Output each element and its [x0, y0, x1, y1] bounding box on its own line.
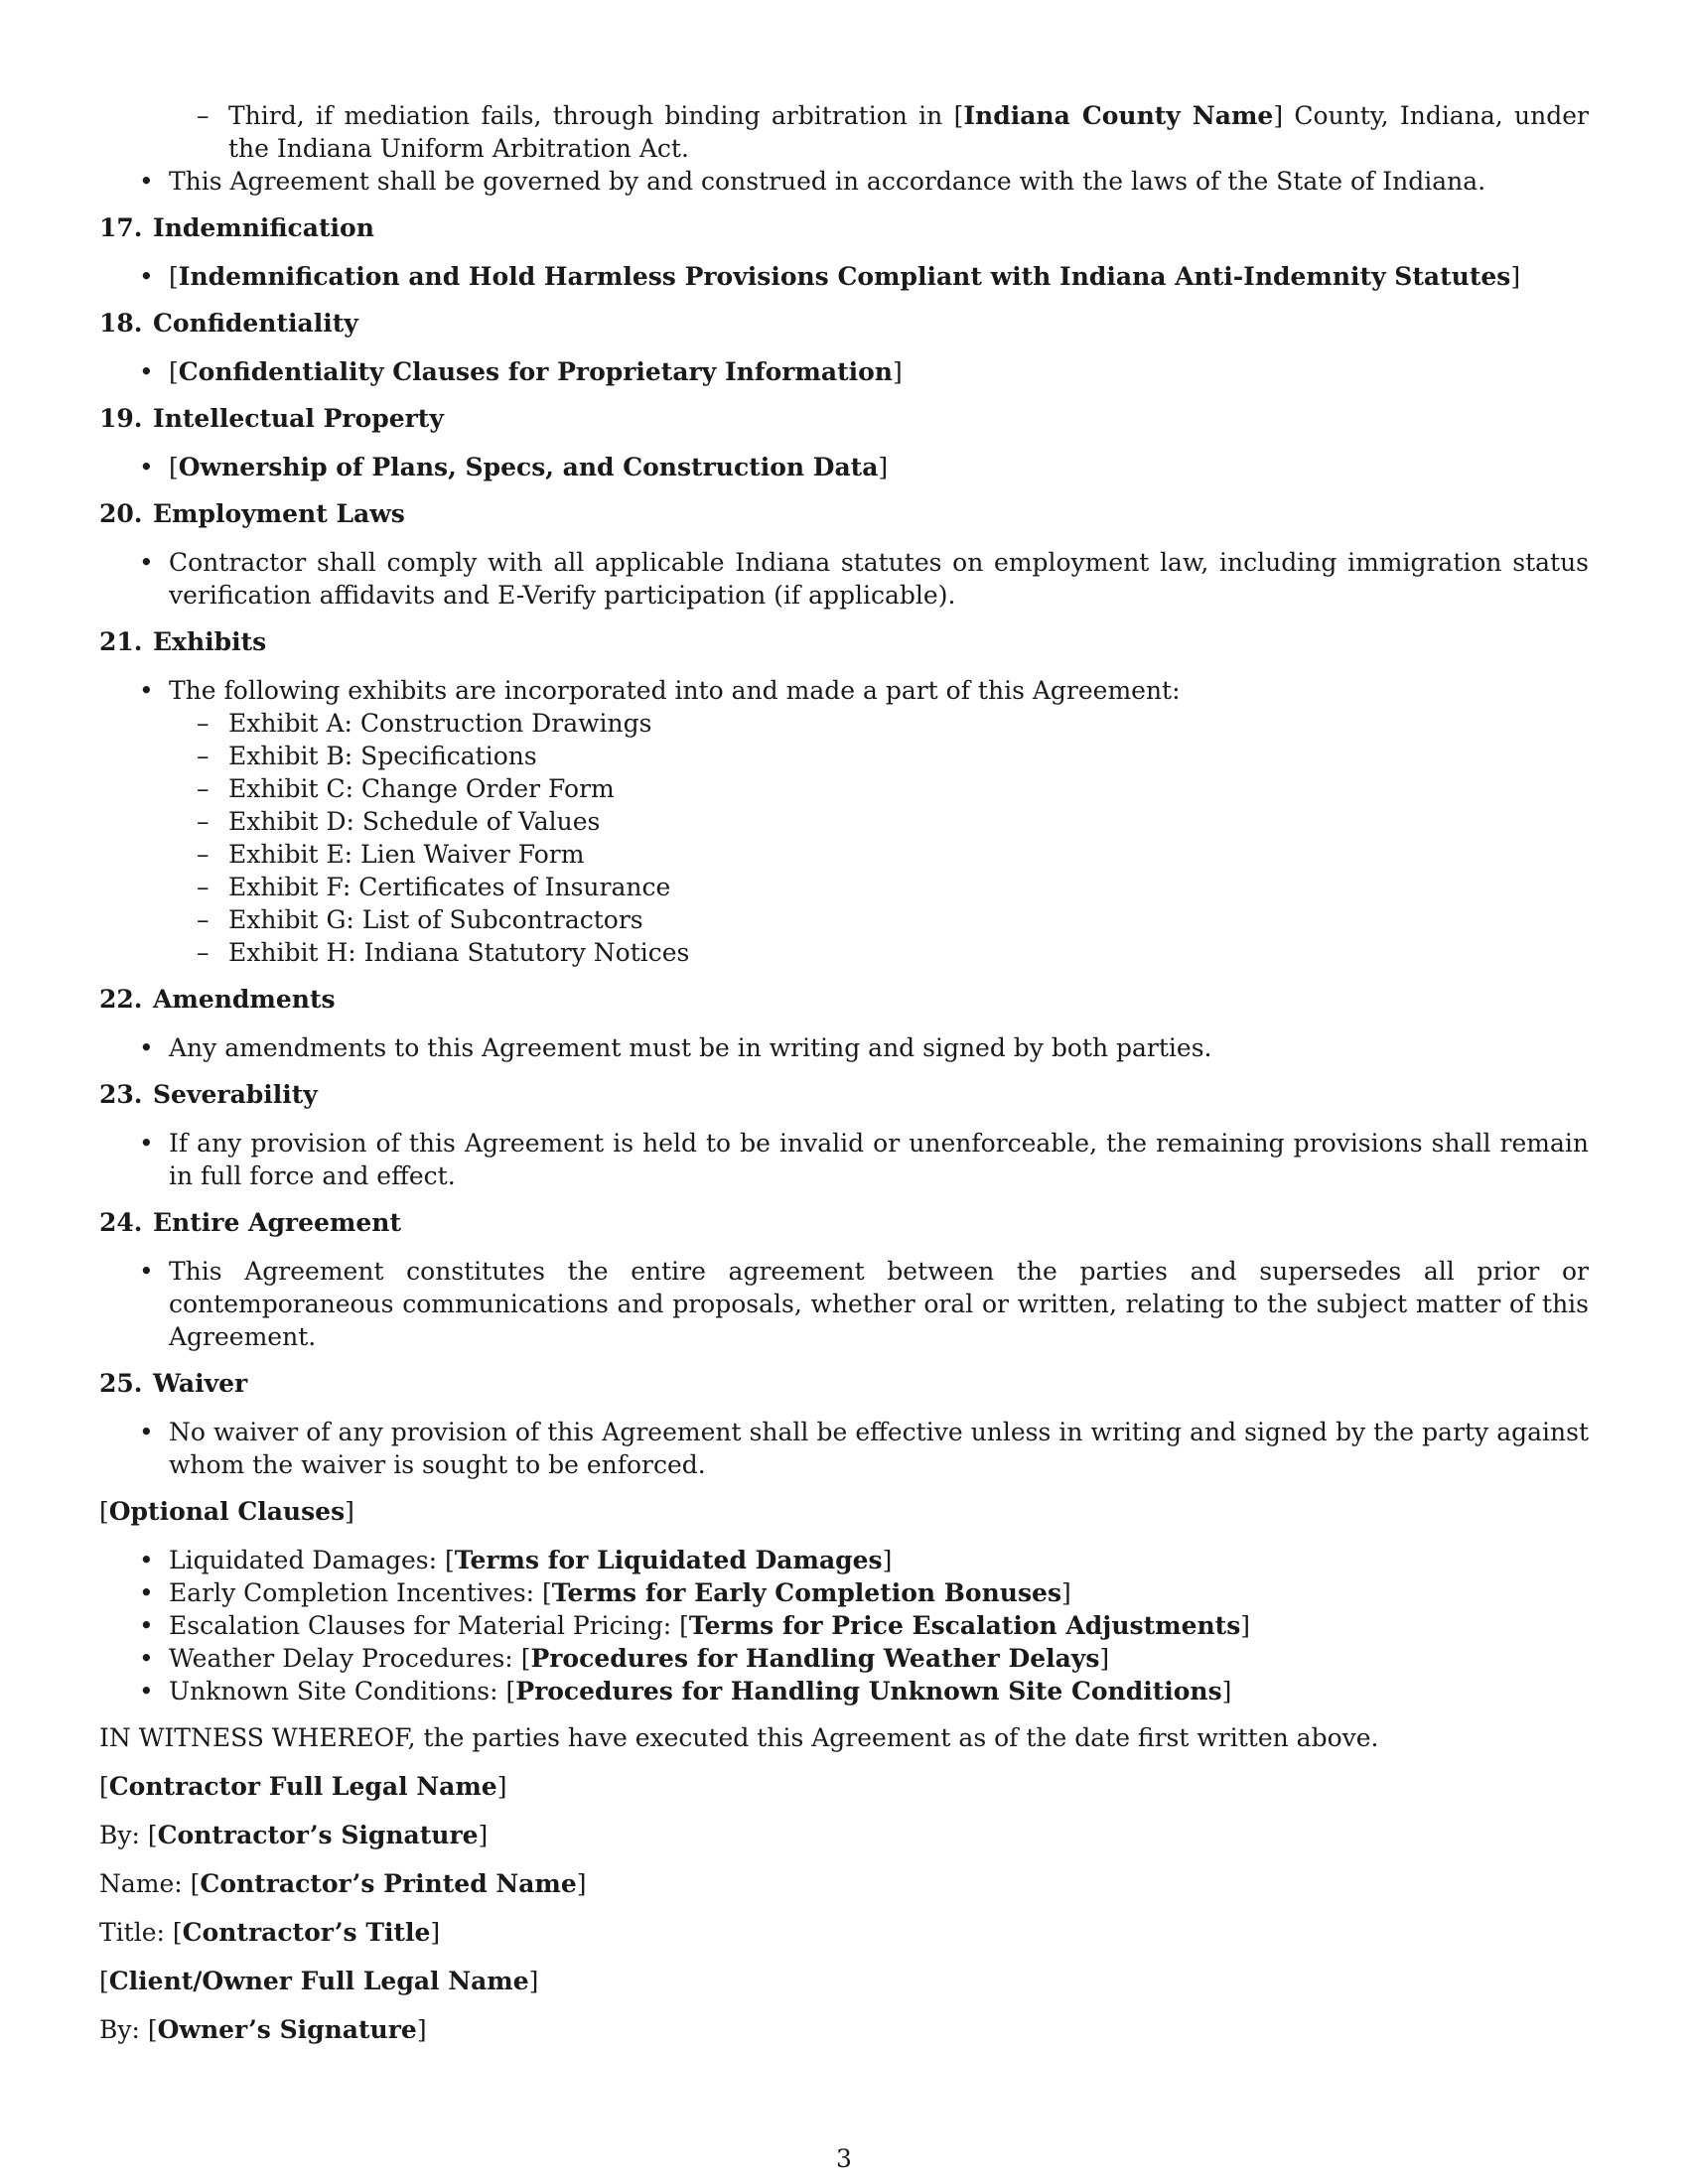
exhibit-item: – Exhibit G: List of Subcontractors — [197, 905, 643, 934]
section-heading-20: 20. Employment Laws — [99, 499, 405, 528]
list-item: • [Confidentiality Clauses for Proprietary Information] — [139, 357, 903, 386]
section-heading-21: 21. Exhibits — [99, 627, 267, 656]
section-heading-19: 19. Intellectual Property — [99, 404, 444, 433]
list-item: • No waiver of any provision of this Agreement shall be effective unless in writing and signed by the party against whom the waiver is sought to be enforced. — [139, 1418, 1589, 1479]
exhibit-item: – Exhibit B: Specifications — [197, 742, 537, 770]
list-item: • Early Completion Incentives: [Terms for Early Completion Bonuses] — [139, 1578, 1071, 1607]
exhibit-item: – Exhibit F: Certificates of Insurance — [197, 873, 671, 901]
governing-law-bullet: • This Agreement shall be governed by and construed in accordance with the laws of the State of Indiana. — [139, 167, 1486, 196]
exhibit-item: – Exhibit A: Construction Drawings — [197, 709, 652, 738]
contractor-name-line: [Contractor Full Legal Name] — [99, 1772, 507, 1801]
section-heading-18: 18. Confidentiality — [99, 309, 358, 338]
list-item: • The following exhibits are incorporated into and made a part of this Agreement: — [139, 676, 1181, 705]
list-item: • Unknown Site Conditions: [Procedures for Handling Unknown Site Conditions] — [139, 1677, 1232, 1706]
contractor-printed-name-line: Name: [Contractor’s Printed Name] — [99, 1869, 587, 1898]
list-item: • Liquidated Damages: [Terms for Liquidated Damages] — [139, 1546, 893, 1574]
section-heading-22: 22. Amendments — [99, 985, 336, 1014]
list-item: • Weather Delay Procedures: [Procedures for Handling Weather Delays] — [139, 1644, 1110, 1673]
contractor-signature-line: By: [Contractor’s Signature] — [99, 1821, 489, 1849]
section-heading-24: 24. Entire Agreement — [99, 1208, 401, 1237]
list-item: • Any amendments to this Agreement must be in writing and signed by both parties. — [139, 1033, 1212, 1062]
section-heading-17: 17. Indemnification — [99, 213, 374, 242]
section-heading-25: 25. Waiver — [99, 1369, 248, 1398]
list-item: • [Indemnification and Hold Harmless Provisions Compliant with Indiana Anti-Indemnity Statutes] — [139, 262, 1521, 291]
list-item: • If any provision of this Agreement is held to be invalid or unenforceable, the remaining provisions shall remain in full force and effect. — [139, 1129, 1589, 1190]
optional-clauses-list — [99, 1544, 1589, 1707]
owner-name-line: [Client/Owner Full Legal Name] — [99, 1967, 539, 1995]
exhibit-item: – Exhibit C: Change Order Form — [197, 774, 615, 803]
list-item: • Contractor shall comply with all applicable Indiana statutes on employment law, including immigration status verification affidavits and E-Verify participation (if applicable). — [139, 548, 1589, 610]
exhibit-item: – Exhibit D: Schedule of Values — [197, 807, 601, 836]
witness-statement: IN WITNESS WHEREOF, the parties have executed this Agreement as of the date first written above. — [99, 1723, 1379, 1752]
exhibit-item: – Exhibit H: Indiana Statutory Notices — [197, 938, 690, 967]
list-item: • This Agreement constitutes the entire agreement between the parties and supersedes all prior or contemporaneous communications and proposals, whether oral or written, relating to the subject matter of this Agreement. — [139, 1257, 1589, 1351]
page-number: 3 — [836, 2144, 852, 2173]
document-page — [99, 99, 1589, 2046]
exhibit-item: – Exhibit E: Lien Waiver Form — [197, 840, 585, 869]
list-item: • [Ownership of Plans, Specs, and Construction Data] — [139, 453, 889, 481]
bullet-marker: • — [139, 167, 154, 196]
exhibits-list — [99, 674, 1589, 969]
section-heading-23: 23. Severability — [99, 1080, 318, 1109]
dash-marker: – — [197, 101, 210, 130]
governing-law-continuation — [99, 99, 1589, 198]
optional-clauses-heading: [Optional Clauses] — [99, 1497, 354, 1526]
arbitration-sub-item: – Third, if mediation fails, through binding arbitration in [Indiana County Name] County, Indiana, under the Indiana Uniform Arbitration Act. — [197, 101, 1589, 163]
owner-signature-line: By: [Owner’s Signature] — [99, 2015, 427, 2044]
list-item: • Escalation Clauses for Material Pricing: [Terms for Price Escalation Adjustments] — [139, 1611, 1251, 1640]
contractor-title-line: Title: [Contractor’s Title] — [99, 1918, 441, 1947]
